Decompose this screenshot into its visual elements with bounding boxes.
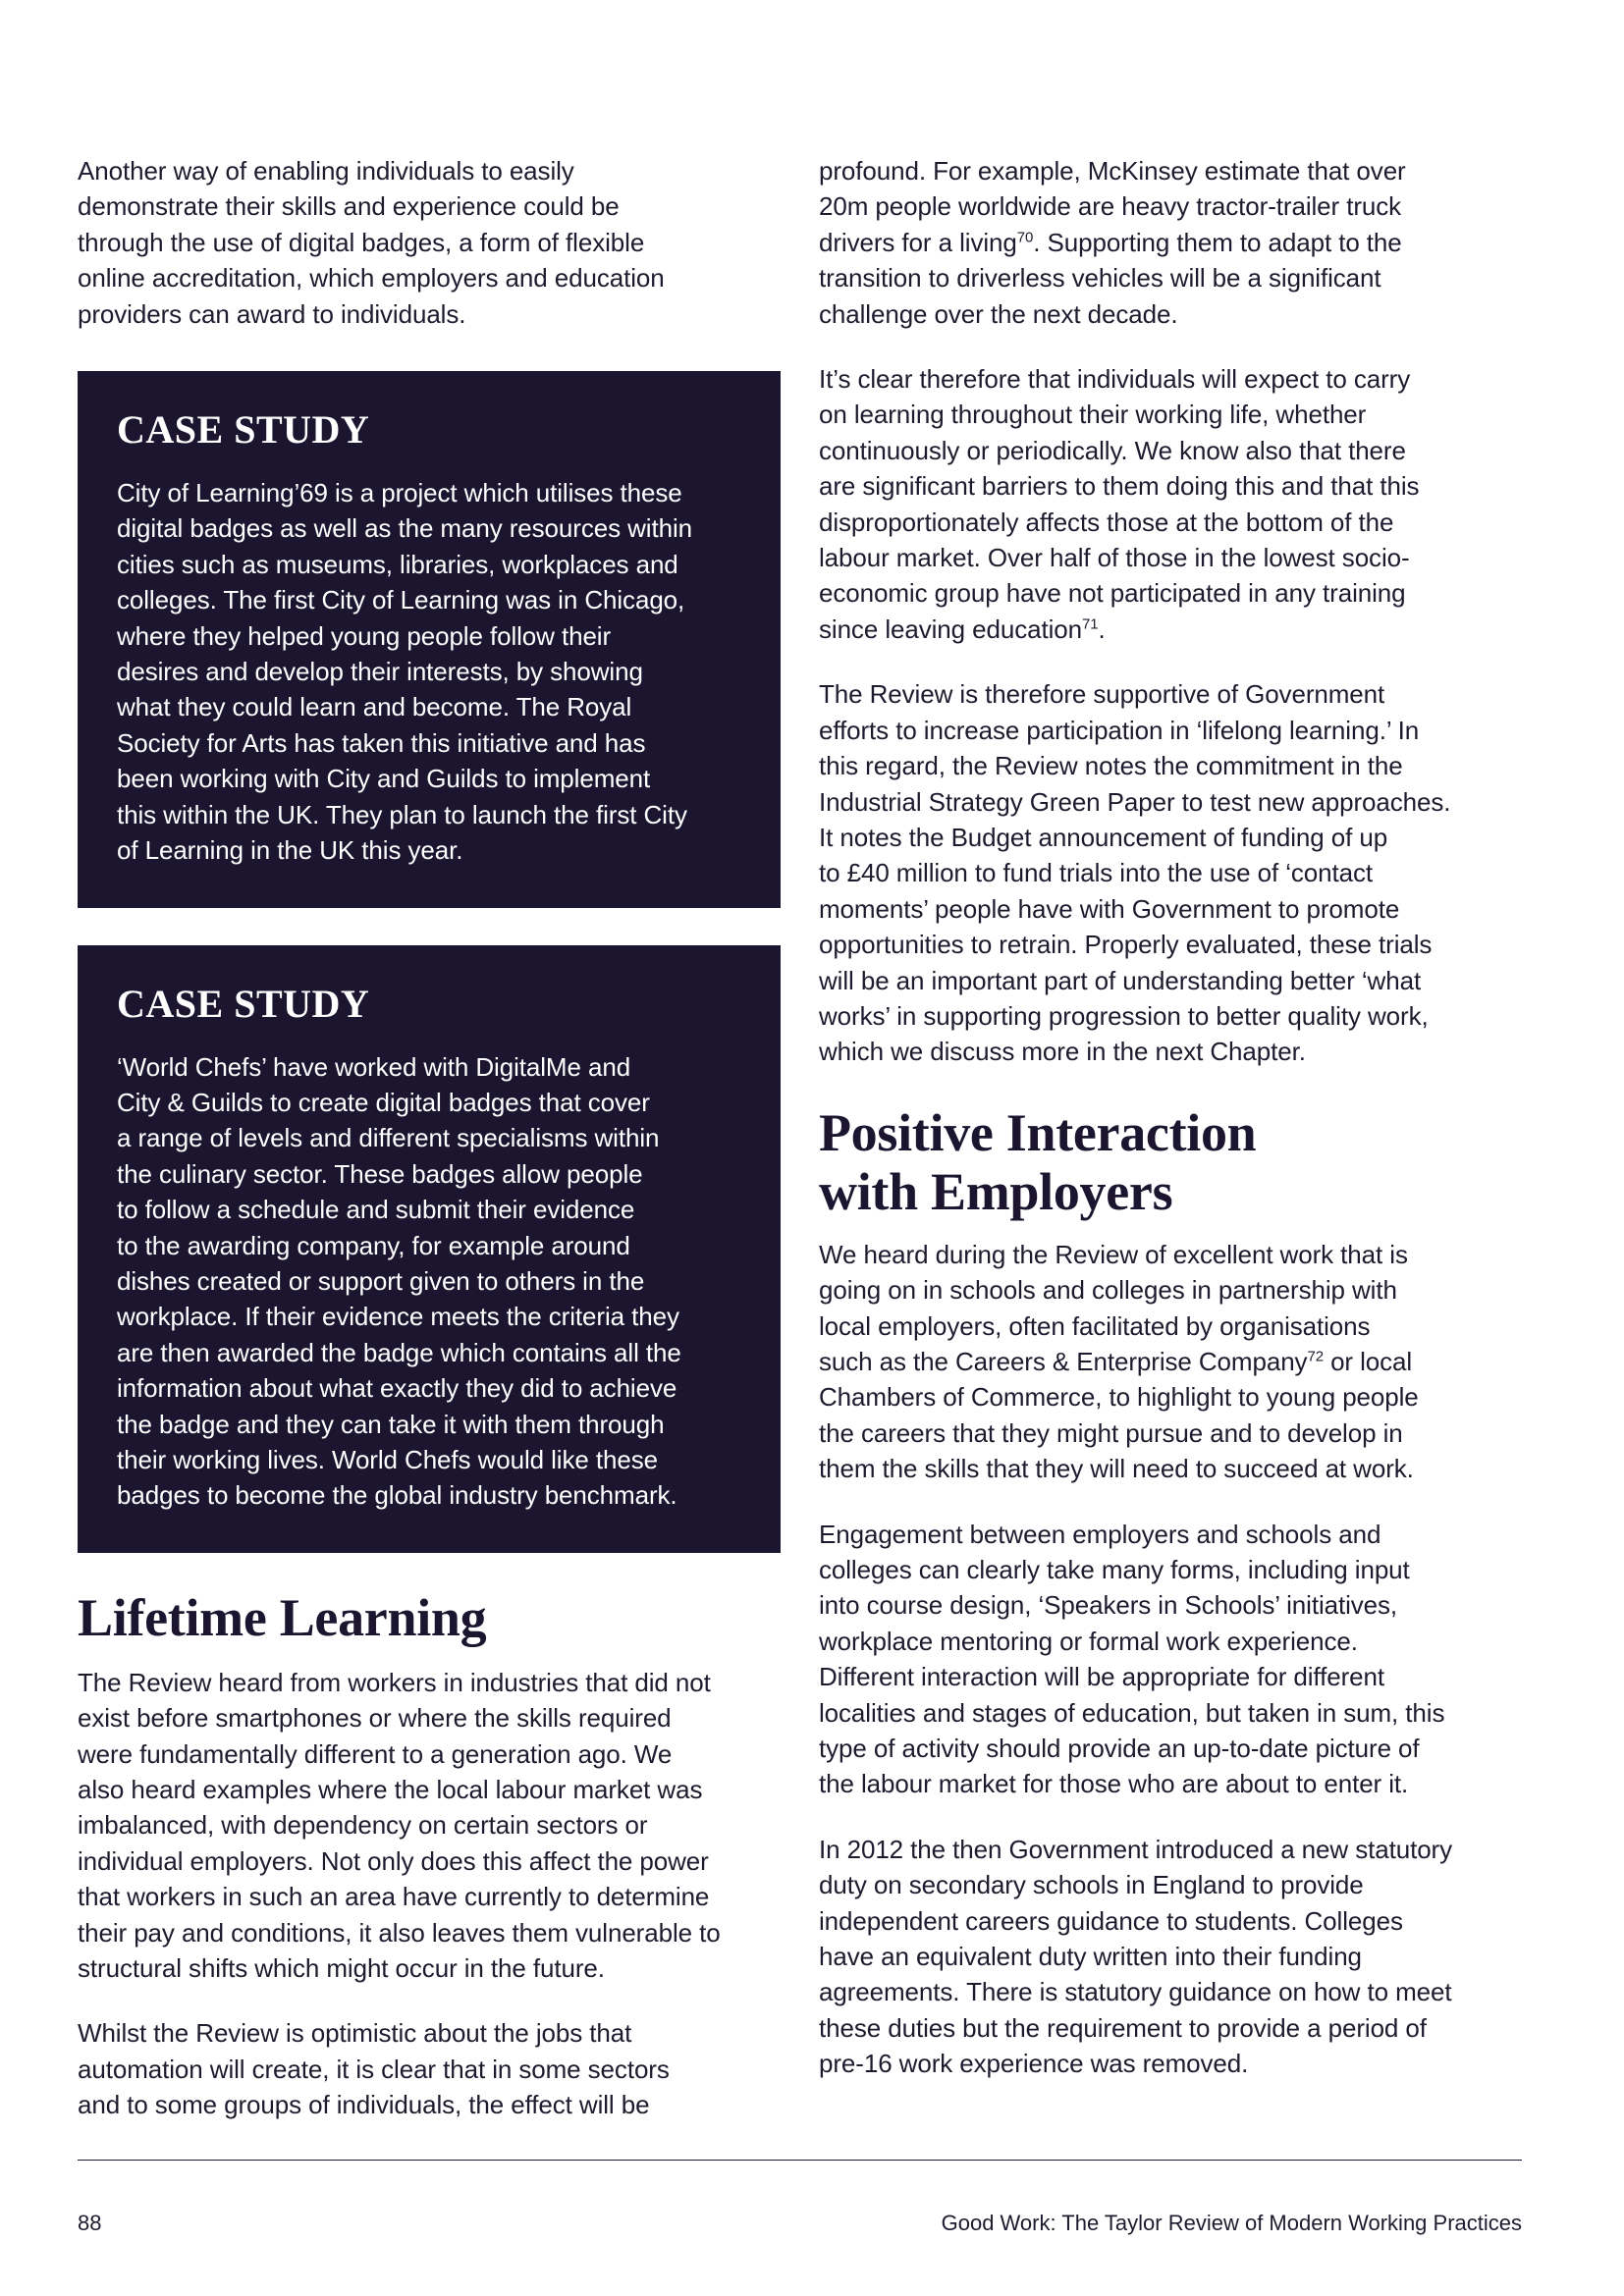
paragraph-text: . xyxy=(1098,614,1106,644)
case-study-text: ‘World Chefs’ have worked with DigitalMe and City & Guilds to create digital badges that cover a range of levels and different specialisms within the culinary sector. These badges allow people to follow a schedule and submit their evidence to the awarding company, for example around dishes created or support given to others in the workplace. If their evidence meets the criteria they are then awarded the badge which contains all the information about what exactly they did to achieve the badge and they can take it with them through their working lives. World Chefs would like these badges to become the global industry benchmark. xyxy=(117,1051,681,1511)
section-heading-lifetime-learning: Lifetime Learning xyxy=(78,1587,487,1647)
paragraph-text: . Supporting them to adapt to the transition to driverless vehicles will be a significant challenge over the next decade. xyxy=(819,227,1402,329)
case-study-box-world-chefs xyxy=(78,945,781,1553)
lifetime-learning-paragraph: The Review heard from workers in industries that did not exist before smartphones or where the skills required were fundamentally different to a generation ago. We also heard examples where the local labour market was imbalanced, with dependency on certain sectors or individual employers. Not only does this affect the power that workers in such an area have currently to determine their pay and conditions, it also leaves them vulnerable to structural shifts which might occur in the future. xyxy=(78,1667,721,1984)
body-paragraph xyxy=(819,1237,1522,1487)
case-study-title: CASE STUDY xyxy=(117,407,370,453)
footnote-ref: 71 xyxy=(1082,615,1099,633)
running-title: Good Work: The Taylor Review of Modern Working Practices xyxy=(941,2211,1522,2235)
left-column xyxy=(78,153,781,2123)
paragraph-text: or local Chambers of Commerce, to highlight to young people the careers that they might pursue and to develop in them the skills that they will need to succeed at work. xyxy=(819,1346,1419,1484)
footer-divider xyxy=(78,2160,1522,2161)
case-study-title: CASE STUDY xyxy=(117,981,370,1026)
paragraph-text: It’s clear therefore that individuals will expect to carry on learning throughout their working life, whether continuously or periodically. We know also that there are significant barriers to them doing this and that this disproportionately affects those at the bottom of the labour market. Over half of those in the lowest socio- economic group have not participated in any training since leaving education xyxy=(819,364,1420,644)
case-study-box-city-of-learning xyxy=(78,371,781,907)
section-heading-positive-interaction: Positive Interaction with Employers xyxy=(819,1102,1257,1221)
page-number: 88 xyxy=(78,2211,102,2235)
right-column xyxy=(819,153,1522,2082)
paragraph-text: We heard during the Review of excellent work that is going on in schools and colleges in partnership with local employers, often facilitated by organisations such as the Careers & Enterprise Company xyxy=(819,1239,1408,1376)
body-paragraph xyxy=(819,153,1522,332)
footnote-ref: 72 xyxy=(1307,1348,1324,1365)
intro-paragraph: Another way of enabling individuals to easily demonstrate their skills and experience could be through the use of digital badges, a form of flexible online accreditation, which employers and education providers can award to individuals. xyxy=(78,156,665,329)
footnote-ref: 70 xyxy=(1016,229,1034,246)
body-paragraph: The Review is therefore supportive of Government efforts to increase participation in ‘lifelong learning.’ In this regard, the Review notes the commitment in the Industrial Strategy Green Paper to test new approaches. It notes the Budget announcement of funding of up to £40 million to fund trials into the use of ‘contact moments’ people have with Government to promote opportunities to retrain. Properly evaluated, these trials will be an important part of understanding better ‘what works’ in supporting progression to better quality work, which we discuss more in the next Chapter. xyxy=(819,679,1451,1067)
body-paragraph: In 2012 the then Government introduced a new statutory duty on secondary schools in England to provide independent careers guidance to students. Colleges have an equivalent duty written into their funding agreements. There is statutory guidance on how to meet these duties but the requirement to provide a period of pre-16 work experience was removed. xyxy=(819,1834,1453,2079)
paragraph-text: profound. For example, McKinsey estimate that over 20m people worldwide are heavy tractor-trailer truck drivers for a living xyxy=(819,156,1406,257)
case-study-text: City of Learning’69 is a project which utilises these digital badges as well as the many resources within cities such as museums, libraries, workplaces and colleges. The first City of Learning was in Chicago, where they helped young people follow their desires and develop their interests, by showing what they could learn and become. The Royal Society for Arts has taken this initiative and has been working with City and Guilds to implement this within the UK. They plan to launch the first City of Learning in the UK this year. xyxy=(117,478,692,866)
body-paragraph xyxy=(819,361,1522,647)
body-paragraph: Engagement between employers and schools and colleges can clearly take many forms, including input into course design, ‘Speakers in Schools’ initiatives, workplace mentoring or formal work experience. Different interaction will be appropriate for different localities and stages of education, but taken in sum, this type of activity should provide an up-to-date picture of the labour market for those who are about to enter it. xyxy=(819,1519,1445,1799)
lifetime-learning-paragraph: Whilst the Review is optimistic about the jobs that automation will create, it is clear that in some sectors and to some groups of individuals, the effect will be xyxy=(78,2018,670,2120)
